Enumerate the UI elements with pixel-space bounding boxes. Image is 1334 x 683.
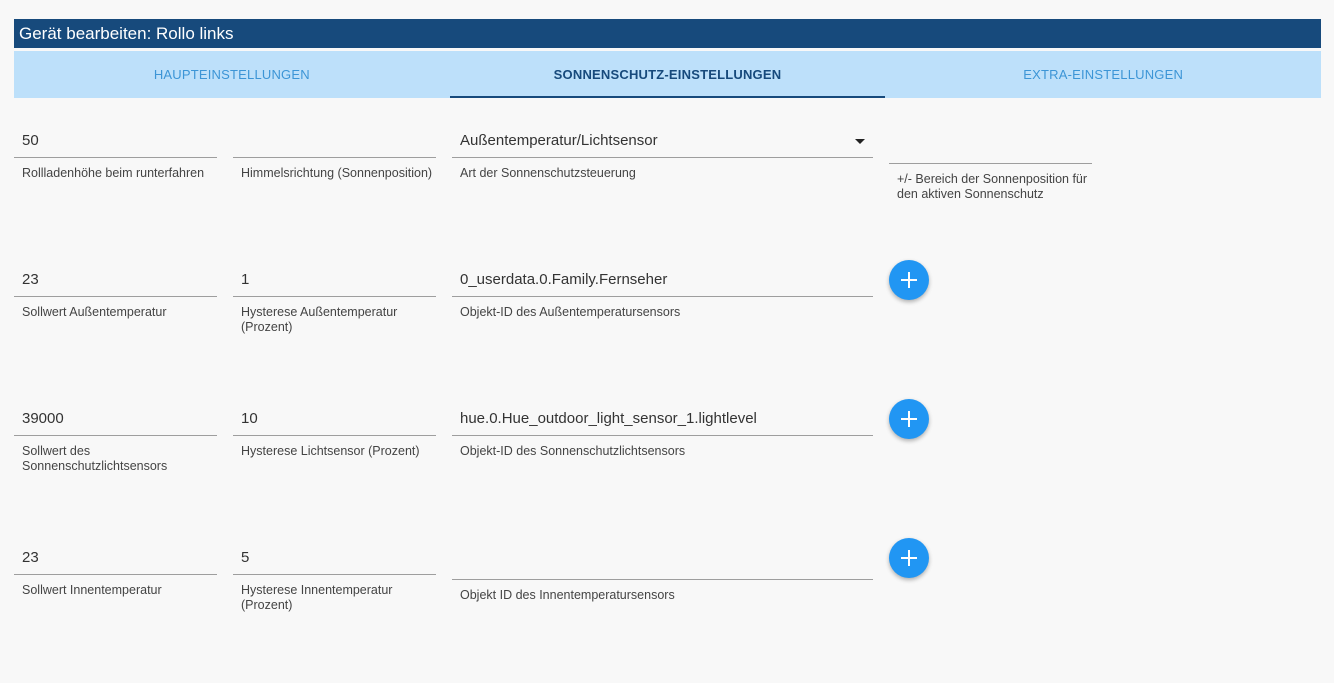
shutter-height-input[interactable]: 50 (14, 124, 217, 158)
sun-protection-type-field (452, 124, 873, 181)
indoor-temp-setpoint-label: Sollwert Innentemperatur (22, 583, 162, 597)
sun-position-range-input[interactable] (889, 130, 1092, 164)
indoor-temp-hysteresis-label: Hysterese Innentemperatur (Prozent) (241, 583, 393, 612)
sun-protection-type-select[interactable] (452, 124, 873, 158)
indoor-temp-hysteresis-input[interactable]: 5 (233, 541, 436, 575)
outdoor-temp-hysteresis-field (233, 263, 436, 335)
plus-icon-vertical (908, 550, 910, 566)
sun-protection-type-value: Außentemperatur/Lichtsensor (460, 132, 658, 149)
caret-down-icon (855, 139, 865, 144)
light-sensor-setpoint-field (14, 402, 217, 474)
indoor-temp-sensor-field (452, 546, 873, 603)
light-sensor-hysteresis-field (233, 402, 436, 459)
outdoor-temp-setpoint-label: Sollwert Außentemperatur (22, 305, 167, 319)
add-light-sensor-button[interactable] (889, 399, 929, 439)
light-sensor-object-input[interactable]: hue.0.Hue_outdoor_light_sensor_1.lightlevel (452, 402, 873, 436)
outdoor-temp-hysteresis-input[interactable]: 1 (233, 263, 436, 297)
outdoor-temp-setpoint-input[interactable]: 23 (14, 263, 217, 297)
light-sensor-object-label: Objekt-ID des Sonnenschutzlichtsensors (460, 444, 686, 458)
indoor-temp-setpoint-input[interactable]: 23 (14, 541, 217, 575)
sun-direction-input[interactable] (233, 124, 436, 158)
sun-direction-field (233, 124, 436, 181)
sun-position-range-field (889, 130, 1092, 202)
shutter-height-field (14, 124, 217, 181)
indoor-temp-hysteresis-field (233, 541, 436, 613)
sun-direction-label: Himmelsrichtung (Sonnenposition) (241, 166, 433, 180)
add-indoor-temp-sensor-button[interactable] (889, 538, 929, 578)
light-sensor-setpoint-input[interactable]: 39000 (14, 402, 217, 436)
outdoor-temp-setpoint-field (14, 263, 217, 320)
light-sensor-hysteresis-label: Hysterese Lichtsensor (Prozent) (241, 444, 420, 458)
outdoor-temp-sensor-field (452, 263, 873, 320)
tab-extra-einstellungen[interactable]: EXTRA-EINSTELLUNGEN (1023, 67, 1184, 82)
tab-bar (14, 51, 1321, 98)
indoor-temp-sensor-input[interactable] (452, 546, 873, 580)
light-sensor-setpoint-label: Sollwert des Sonnenschutzlichtsensors (22, 444, 168, 473)
sun-protection-type-label: Art der Sonnenschutzsteuerung (460, 166, 636, 180)
light-sensor-object-field (452, 402, 873, 459)
dialog-title: Gerät bearbeiten: Rollo links (14, 19, 1321, 48)
plus-icon-vertical (908, 411, 910, 427)
indoor-temp-sensor-label: Objekt ID des Innentemperatursensors (460, 588, 675, 602)
plus-icon-vertical (908, 272, 910, 288)
outdoor-temp-sensor-label: Objekt-ID des Außentemperatursensors (460, 305, 681, 319)
outdoor-temp-hysteresis-label: Hysterese Außentemperatur (Prozent) (241, 305, 398, 334)
sun-position-range-label: +/- Bereich der Sonnenposition für den aktiven Sonnenschutz (897, 172, 1088, 201)
shutter-height-label: Rollladenhöhe beim runterfahren (22, 166, 205, 180)
indoor-temp-setpoint-field (14, 541, 217, 598)
light-sensor-hysteresis-input[interactable]: 10 (233, 402, 436, 436)
add-outdoor-temp-sensor-button[interactable] (889, 260, 929, 300)
outdoor-temp-sensor-input[interactable]: 0_userdata.0.Family.Fernseher (452, 263, 873, 297)
tab-sonnenschutz-einstellungen[interactable]: SONNENSCHUTZ-EINSTELLUNGEN (450, 51, 886, 98)
tab-haupteinstellungen[interactable]: HAUPTEINSTELLUNGEN (153, 67, 310, 82)
